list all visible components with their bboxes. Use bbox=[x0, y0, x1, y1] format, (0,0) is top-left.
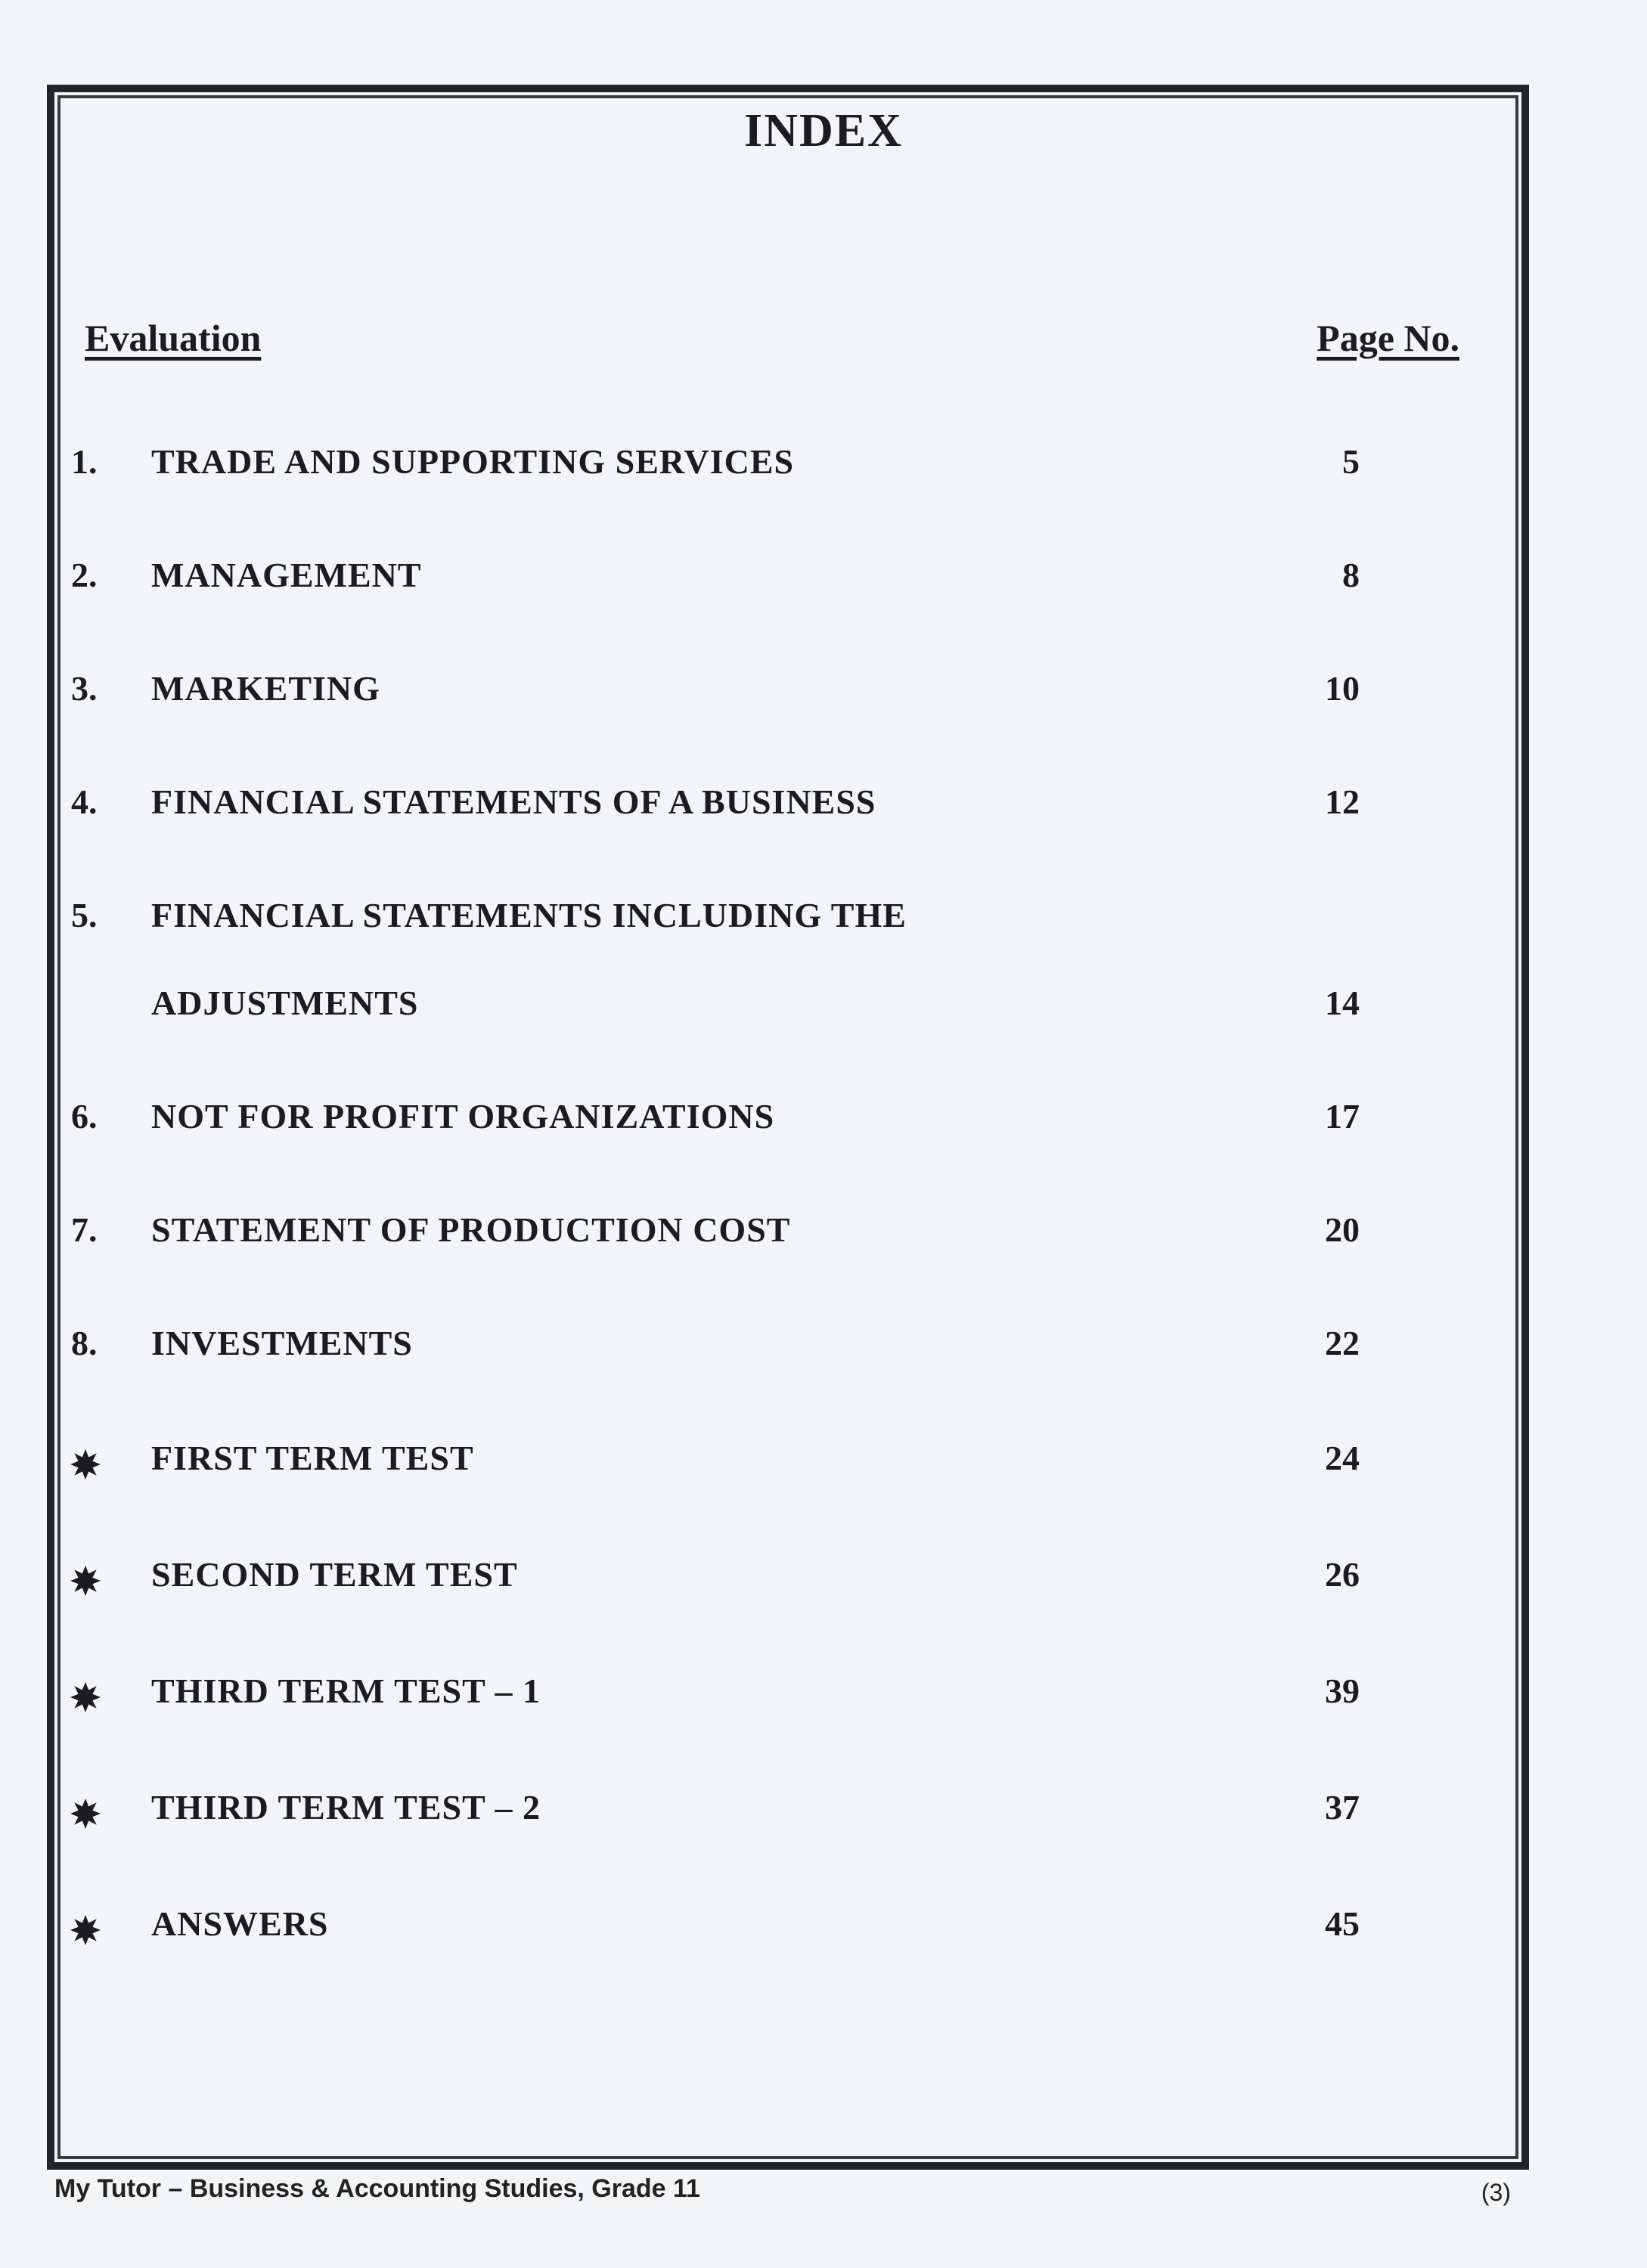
toc-item-page: 39 bbox=[1325, 1672, 1360, 1710]
toc-item-page: 17 bbox=[1325, 1097, 1360, 1136]
toc-item-financial-statements-adjustments bbox=[0, 895, 1647, 1031]
toc-item-number: 1. bbox=[71, 442, 98, 481]
toc-item-title: FIRST TERM TEST bbox=[151, 1439, 474, 1477]
starburst-bullet-icon bbox=[70, 1565, 101, 1597]
toc-item-number: 8. bbox=[71, 1324, 98, 1362]
toc-item-title: ANSWERS bbox=[151, 1904, 329, 1943]
toc-item-title: THIRD TERM TEST – 2 bbox=[151, 1788, 541, 1826]
toc-item-third-term-test-2 bbox=[0, 1787, 1647, 1840]
toc-item-title: FINANCIAL STATEMENTS OF A BUSINESS bbox=[151, 782, 876, 821]
toc-item-page: 22 bbox=[1325, 1324, 1360, 1362]
toc-item-page: 26 bbox=[1325, 1555, 1360, 1594]
toc-item-number: 7. bbox=[71, 1210, 98, 1249]
toc-item-title: TRADE AND SUPPORTING SERVICES bbox=[151, 442, 795, 481]
toc-item-number: 2. bbox=[71, 556, 98, 594]
starburst-bullet-icon bbox=[70, 1681, 101, 1713]
toc-item-statement-of-production-cost bbox=[0, 1210, 1647, 1263]
starburst-bullet-icon bbox=[70, 1448, 101, 1480]
toc-item-page: 10 bbox=[1325, 669, 1360, 708]
toc-item-investments bbox=[0, 1323, 1647, 1376]
toc-item-title: STATEMENT OF PRODUCTION COST bbox=[151, 1210, 791, 1249]
toc-item-number: 6. bbox=[71, 1097, 98, 1136]
footer-page-number: (3) bbox=[1481, 2179, 1511, 2206]
toc-item-page: 37 bbox=[1325, 1788, 1360, 1826]
toc-item-title: MANAGEMENT bbox=[151, 556, 422, 594]
toc-item-title: THIRD TERM TEST – 1 bbox=[151, 1672, 541, 1710]
toc-item-third-term-test-1 bbox=[0, 1671, 1647, 1724]
starburst-bullet-icon bbox=[70, 1798, 101, 1830]
toc-item-second-term-test bbox=[0, 1554, 1647, 1607]
starburst-bullet-icon bbox=[70, 1914, 101, 1946]
toc-item-not-for-profit-organizations bbox=[0, 1096, 1647, 1149]
toc-item-number: 3. bbox=[71, 669, 98, 708]
toc-item-page: 14 bbox=[1325, 984, 1360, 1022]
toc-item-trade-and-supporting-services bbox=[0, 442, 1647, 494]
footer-book-title: My Tutor – Business & Accounting Studies, Grade 11 bbox=[54, 2174, 700, 2203]
toc-item-title-line2: ADJUSTMENTS bbox=[151, 984, 419, 1022]
toc-item-page: 8 bbox=[1342, 556, 1360, 594]
toc-item-number: 4. bbox=[71, 782, 98, 821]
toc-item-title: SECOND TERM TEST bbox=[151, 1555, 518, 1594]
toc-item-title: NOT FOR PROFIT ORGANIZATIONS bbox=[151, 1097, 775, 1136]
toc-item-number: 5. bbox=[71, 896, 98, 934]
toc-item-page: 5 bbox=[1342, 442, 1360, 481]
evaluation-heading: Evaluation bbox=[85, 317, 262, 359]
toc-item-management bbox=[0, 555, 1647, 608]
toc-item-first-term-test bbox=[0, 1438, 1647, 1491]
toc-item-page: 20 bbox=[1325, 1210, 1360, 1249]
toc-item-page: 12 bbox=[1325, 782, 1360, 821]
toc-item-answers bbox=[0, 1904, 1647, 1957]
toc-item-title: MARKETING bbox=[151, 669, 380, 708]
toc-item-financial-statements bbox=[0, 782, 1647, 835]
toc-item-marketing bbox=[0, 668, 1647, 721]
toc-item-title: INVESTMENTS bbox=[151, 1324, 413, 1362]
toc-item-page: 45 bbox=[1325, 1904, 1360, 1943]
index-title: INDEX bbox=[744, 105, 903, 156]
page-no-heading: Page No. bbox=[1317, 317, 1459, 359]
toc-item-title: FINANCIAL STATEMENTS INCLUDING THE bbox=[151, 896, 907, 934]
toc-item-page: 24 bbox=[1325, 1439, 1360, 1477]
